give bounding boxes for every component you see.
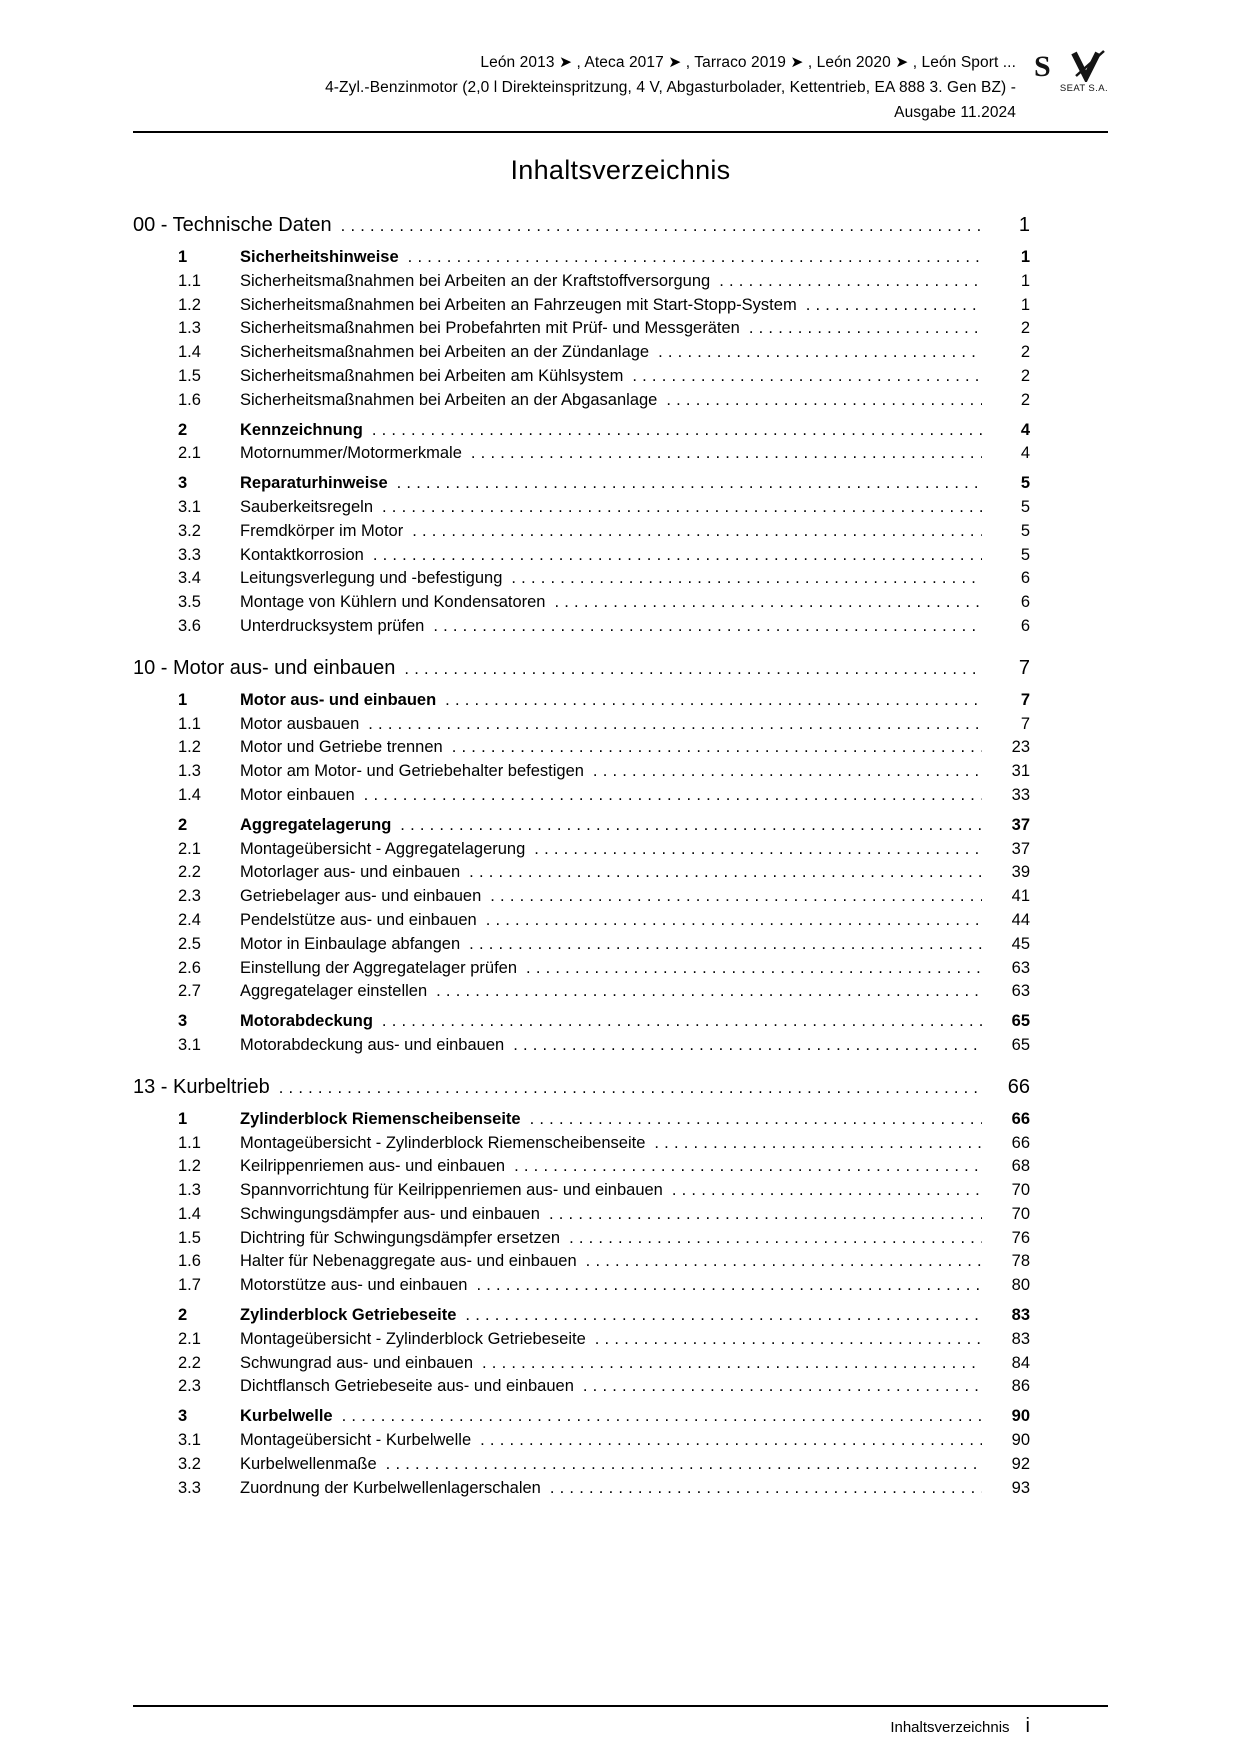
- toc-entry-title: Motor ausbauen: [240, 714, 360, 733]
- leader-dots: [719, 270, 982, 294]
- toc-entry-row[interactable]: [133, 861, 1030, 885]
- toc-entry-number: 1.6: [178, 1252, 201, 1271]
- toc-entry-page-number: 83: [1011, 1306, 1030, 1325]
- toc-entry-number: 1.3: [178, 319, 201, 338]
- toc-entry-page-number: 41: [1011, 887, 1030, 906]
- toc-entry-number: 2.1: [178, 839, 201, 858]
- toc-entry-row[interactable]: [133, 1108, 1030, 1132]
- toc-entry-row[interactable]: [133, 736, 1030, 760]
- toc-entry-number: 2: [178, 420, 188, 439]
- toc-entry-number: 2.6: [178, 958, 201, 977]
- toc-entry-page-number: 1: [1020, 271, 1030, 290]
- leader-dots: [511, 567, 982, 591]
- seat-s-icon: [1034, 50, 1051, 82]
- toc-entry-title: Aggregatelagerung: [240, 815, 392, 834]
- toc-entry-number: 1.1: [178, 1133, 201, 1152]
- toc-entry-number: 3.2: [178, 521, 201, 540]
- footer-page-number: i: [1025, 1715, 1030, 1737]
- toc-entry-page-number: 31: [1011, 762, 1030, 781]
- toc-entry-row[interactable]: [133, 689, 1030, 713]
- leader-dots: [554, 591, 982, 615]
- toc-entry-row[interactable]: [133, 838, 1030, 862]
- toc-entry-page-number: 2: [1020, 366, 1030, 385]
- toc-entry-page-number: 5: [1020, 521, 1030, 540]
- toc-chapter-row[interactable]: [133, 655, 1030, 683]
- leader-dots: [672, 1179, 982, 1203]
- toc-entry-number: 1: [178, 1109, 188, 1128]
- footer-section-label: Inhaltsverzeichnis: [890, 1719, 1010, 1736]
- toc-entry-number: 1: [178, 690, 188, 709]
- toc-entry-page-number: 76: [1011, 1228, 1030, 1247]
- toc-entry-number: 3.2: [178, 1454, 201, 1473]
- toc-entry-row[interactable]: [133, 591, 1030, 615]
- toc-entry-title: Sicherheitsmaßnahmen bei Arbeiten an Fahrzeugen mit Start-Stopp-System: [240, 295, 797, 314]
- toc-entry-row[interactable]: [133, 1304, 1030, 1328]
- toc-entry-row[interactable]: [133, 1203, 1030, 1227]
- toc-entry-page-number: 1: [1020, 295, 1030, 314]
- toc-entry-title: Montageübersicht - Zylinderblock Riemenscheibenseite: [240, 1133, 646, 1152]
- leader-dots: [469, 933, 982, 957]
- leader-dots: [806, 294, 982, 318]
- leader-dots: [550, 1477, 982, 1501]
- toc-entry-title: Reparaturhinweise: [240, 474, 388, 493]
- toc-entry-title: Leitungsverlegung und -befestigung: [240, 569, 503, 588]
- toc-entry-title: Kennzeichnung: [240, 420, 363, 439]
- toc-entry-row[interactable]: [133, 246, 1030, 270]
- toc-entry-title: Motor einbauen: [240, 785, 355, 804]
- toc-entry-title: Montageübersicht - Aggregatelagerung: [240, 839, 526, 858]
- toc-entry-title: Getriebelager aus- und einbauen: [240, 887, 482, 906]
- leader-dots: [486, 909, 982, 933]
- toc-entry-title: Motor und Getriebe trennen: [240, 738, 443, 757]
- toc-entry-page-number: 33: [1011, 785, 1030, 804]
- toc-entry-number: 2.1: [178, 1329, 201, 1348]
- toc-chapter-row[interactable]: [133, 212, 1030, 240]
- toc-entry-number: 1.2: [178, 738, 201, 757]
- toc-entry-number: 2.3: [178, 1377, 201, 1396]
- toc-entry-number: 2.3: [178, 887, 201, 906]
- toc-entry-page-number: 5: [1020, 497, 1030, 516]
- leader-dots: [279, 1075, 982, 1102]
- toc-entry-page-number: 2: [1020, 343, 1030, 362]
- leader-dots: [342, 1405, 982, 1429]
- toc-entry-title: Montageübersicht - Zylinderblock Getriebeseite: [240, 1329, 586, 1348]
- toc-entry-page-number: 65: [1011, 1012, 1030, 1031]
- toc-entry-title: Zylinderblock Getriebeseite: [240, 1306, 457, 1325]
- toc-entry-title: Schwungrad aus- und einbauen: [240, 1353, 474, 1372]
- toc-chapter-page-number: 66: [1007, 1075, 1030, 1098]
- toc-entry-number: 1.4: [178, 343, 201, 362]
- toc-entry-number: 1.1: [178, 714, 201, 733]
- toc-entry-number: 3.3: [178, 545, 201, 564]
- toc-entry-title: Schwingungsdämpfer aus- und einbauen: [240, 1204, 540, 1223]
- leader-dots: [658, 341, 982, 365]
- toc-entry-page-number: 5: [1020, 474, 1030, 493]
- toc-entry-row[interactable]: [133, 980, 1030, 1004]
- toc-entry-title: Kurbelwelle: [240, 1407, 333, 1426]
- page-header: [133, 0, 1108, 125]
- toc-entry-page-number: 4: [1020, 444, 1030, 463]
- toc-entry-page-number: 86: [1011, 1377, 1030, 1396]
- toc-entry-row[interactable]: [133, 1375, 1030, 1399]
- toc-entry-title: Kontaktkorrosion: [240, 545, 364, 564]
- toc-chapter: [133, 655, 1030, 1058]
- toc-entry-title: Sicherheitsmaßnahmen bei Arbeiten an der Abgasanlage: [240, 390, 658, 409]
- toc-entry-page-number: 44: [1011, 910, 1030, 929]
- toc-entry-title: Dichtflansch Getriebeseite aus- und einbauen: [240, 1377, 574, 1396]
- toc-entry-row[interactable]: [133, 1405, 1030, 1429]
- leader-dots: [569, 1227, 982, 1251]
- header-edition-line: Ausgabe 11.2024: [894, 104, 1016, 121]
- leader-dots: [408, 246, 982, 270]
- leader-dots: [593, 760, 982, 784]
- toc-entry-number: 1.7: [178, 1276, 201, 1295]
- toc-entry-page-number: 23: [1011, 738, 1030, 757]
- toc-chapter-label: 10 - Motor aus- und einbauen: [133, 656, 396, 679]
- toc-entry-row[interactable]: [133, 1352, 1030, 1376]
- toc-chapter-row[interactable]: [133, 1074, 1030, 1102]
- toc-entry-title: Unterdrucksystem prüfen: [240, 616, 425, 635]
- seat-logo: [1030, 50, 1108, 94]
- leader-dots: [514, 1155, 982, 1179]
- leader-dots: [465, 1304, 982, 1328]
- toc-entry-row[interactable]: [133, 1155, 1030, 1179]
- toc-entry-number: 2: [178, 815, 188, 834]
- toc-entry-page-number: 83: [1011, 1329, 1030, 1348]
- toc-entry-row[interactable]: [133, 760, 1030, 784]
- toc-entry-row[interactable]: [133, 1132, 1030, 1156]
- toc-entry-title: Montage von Kühlern und Kondensatoren: [240, 593, 546, 612]
- toc-entry-row[interactable]: [133, 365, 1030, 389]
- toc-entry-title: Motorlager aus- und einbauen: [240, 863, 461, 882]
- leader-dots: [666, 389, 982, 413]
- leader-dots: [476, 1274, 982, 1298]
- toc-entry-page-number: 90: [1011, 1431, 1030, 1450]
- toc-entry-row[interactable]: [133, 419, 1030, 443]
- toc-entry-number: 1.4: [178, 785, 201, 804]
- toc-entry-page-number: 1: [1020, 248, 1030, 266]
- table-of-contents: [133, 212, 1108, 1500]
- toc-entry-title: Spannvorrichtung für Keilrippenriemen aus- und einbauen: [240, 1181, 663, 1200]
- leader-dots: [386, 1453, 982, 1477]
- toc-entry-number: 3.5: [178, 593, 201, 612]
- leader-dots: [586, 1250, 982, 1274]
- toc-entry-row[interactable]: [133, 1179, 1030, 1203]
- toc-entry-number: 3.6: [178, 616, 201, 635]
- toc-entry-page-number: 6: [1020, 593, 1030, 612]
- toc-entry-row[interactable]: [133, 933, 1030, 957]
- seat-logo-caption: SEAT S.A.: [1059, 83, 1108, 94]
- toc-entry-row[interactable]: [133, 389, 1030, 413]
- leader-dots: [445, 689, 982, 713]
- toc-entry-row[interactable]: [133, 520, 1030, 544]
- toc-entry-row[interactable]: [133, 472, 1030, 496]
- leader-dots: [372, 419, 982, 443]
- toc-entry-row[interactable]: [133, 615, 1030, 639]
- header-engine-line: 4-Zyl.-Benzinmotor (2,0 l Direkteinspritzung, 4 V, Abgasturbolader, Kettentrieb, EA 888 3. Gen BZ) -: [325, 79, 1016, 96]
- toc-entry-row[interactable]: [133, 1477, 1030, 1501]
- toc-entry-page-number: 65: [1011, 1035, 1030, 1054]
- toc-entry-title: Motor aus- und einbauen: [240, 690, 437, 709]
- toc-chapter-label: 13 - Kurbeltrieb: [133, 1075, 270, 1098]
- toc-entry-row[interactable]: [133, 567, 1030, 591]
- toc-entry-row[interactable]: [133, 1453, 1030, 1477]
- toc-entry-number: 3.3: [178, 1478, 201, 1497]
- header-vehicle-line: León 2013 ➤ , Ateca 2017 ➤ , Tarraco 2019 ➤ , León 2020 ➤ , León Sport ...: [480, 54, 1016, 71]
- toc-entry-page-number: 2: [1020, 319, 1030, 338]
- leader-dots: [654, 1132, 982, 1156]
- leader-dots: [400, 814, 982, 838]
- leader-dots: [412, 520, 982, 544]
- leader-dots: [452, 736, 982, 760]
- toc-entry-page-number: 92: [1011, 1454, 1030, 1473]
- toc-entry-title: Motornummer/Motormerkmale: [240, 444, 462, 463]
- leader-dots: [595, 1328, 982, 1352]
- leader-dots: [480, 1429, 982, 1453]
- toc-entry-number: 1.5: [178, 366, 201, 385]
- toc-entry-title: Motorabdeckung aus- und einbauen: [240, 1035, 505, 1054]
- toc-entry-title: Motorabdeckung: [240, 1012, 373, 1031]
- toc-entry-title: Sicherheitsmaßnahmen bei Probefahrten mit Prüf- und Messgeräten: [240, 319, 740, 338]
- toc-chapter-page-number: 1: [1018, 214, 1030, 236]
- leader-dots: [341, 213, 982, 240]
- toc-entry-row[interactable]: [133, 294, 1030, 318]
- toc-entry-number: 2.4: [178, 910, 201, 929]
- toc-entry-page-number: 70: [1011, 1181, 1030, 1200]
- toc-entry-title: Montageübersicht - Kurbelwelle: [240, 1431, 472, 1450]
- toc-entry-page-number: 37: [1011, 839, 1030, 858]
- leader-dots: [482, 1352, 982, 1376]
- leader-dots: [373, 544, 982, 568]
- toc-entry-page-number: 63: [1011, 982, 1030, 1001]
- toc-entry-title: Einstellung der Aggregatelager prüfen: [240, 958, 518, 977]
- toc-entry-row[interactable]: [133, 957, 1030, 981]
- toc-entry-row[interactable]: [133, 1227, 1030, 1251]
- toc-entry-number: 2.2: [178, 863, 201, 882]
- toc-entry-page-number: 7: [1020, 690, 1030, 709]
- toc-entry-number: 1.2: [178, 1157, 201, 1176]
- leader-dots: [436, 980, 982, 1004]
- toc-entry-row[interactable]: [133, 1328, 1030, 1352]
- toc-entry-title: Sicherheitsmaßnahmen bei Arbeiten an der Kraftstoffversorgung: [240, 271, 711, 290]
- toc-entry-number: 1.3: [178, 1181, 201, 1200]
- toc-entry-title: Kurbelwellenmaße: [240, 1454, 377, 1473]
- toc-entry-row[interactable]: [133, 341, 1030, 365]
- leader-dots: [749, 317, 982, 341]
- toc-entry-title: Keilrippenriemen aus- und einbauen: [240, 1157, 506, 1176]
- toc-entry-number: 3: [178, 474, 188, 493]
- header-rule: [133, 131, 1108, 133]
- toc-entry-page-number: 70: [1011, 1204, 1030, 1223]
- toc-entry-page-number: 66: [1011, 1109, 1030, 1128]
- toc-entry-page-number: 5: [1020, 545, 1030, 564]
- toc-entry-page-number: 93: [1011, 1478, 1030, 1497]
- toc-entry-number: 2.7: [178, 982, 201, 1001]
- document-page: [133, 0, 1108, 1753]
- toc-entry-row[interactable]: [133, 317, 1030, 341]
- toc-entry-row[interactable]: [133, 885, 1030, 909]
- toc-entry-number: 3.4: [178, 569, 201, 588]
- toc-entry-row[interactable]: [133, 270, 1030, 294]
- toc-entry-number: 3.1: [178, 1431, 201, 1450]
- leader-dots: [397, 472, 982, 496]
- header-text: [133, 50, 1016, 125]
- leader-dots: [382, 1010, 982, 1034]
- leader-dots: [583, 1375, 982, 1399]
- toc-entry-title: Fremdkörper im Motor: [240, 521, 404, 540]
- page-title: Inhaltsverzeichnis: [510, 155, 731, 185]
- toc-entry-number: 2.5: [178, 934, 201, 953]
- leader-dots: [469, 861, 982, 885]
- toc-entry-number: 3: [178, 1407, 188, 1426]
- leader-dots: [404, 656, 982, 683]
- toc-entry-number: 1.5: [178, 1228, 201, 1247]
- toc-entry-number: 1.6: [178, 390, 201, 409]
- toc-chapter: [133, 1074, 1030, 1501]
- toc-entry-title: Motor am Motor- und Getriebehalter befestigen: [240, 762, 584, 781]
- toc-entry-title: Sicherheitsmaßnahmen bei Arbeiten an der Zündanlage: [240, 343, 650, 362]
- toc-entry-number: 2: [178, 1306, 188, 1325]
- toc-entry-title: Halter für Nebenaggregate aus- und einbauen: [240, 1252, 577, 1271]
- leader-dots: [526, 957, 982, 981]
- toc-entry-title: Dichtring für Schwingungsdämpfer ersetzen: [240, 1228, 561, 1247]
- toc-entry-number: 3: [178, 1012, 188, 1031]
- seat-arrow-icon: [1074, 51, 1104, 77]
- toc-entry-row[interactable]: [133, 814, 1030, 838]
- toc-entry-row[interactable]: [133, 713, 1030, 737]
- toc-entry-number: 3.1: [178, 497, 201, 516]
- toc-entry-row[interactable]: [133, 1010, 1030, 1034]
- toc-entry-number: 1.2: [178, 295, 201, 314]
- toc-chapter-label: 00 - Technische Daten: [133, 214, 332, 236]
- leader-dots: [490, 885, 982, 909]
- toc-entry-page-number: 2: [1020, 390, 1030, 409]
- toc-entry-page-number: 6: [1020, 569, 1030, 588]
- toc-entry-title: Zuordnung der Kurbelwellenlagerschalen: [240, 1478, 541, 1497]
- toc-entry-page-number: 66: [1011, 1133, 1030, 1152]
- toc-entry-page-number: 63: [1011, 958, 1030, 977]
- toc-entry-row[interactable]: [133, 544, 1030, 568]
- toc-entry-page-number: 90: [1011, 1407, 1030, 1426]
- leader-dots: [530, 1108, 982, 1132]
- leader-dots: [534, 838, 982, 862]
- toc-entry-title: Pendelstütze aus- und einbauen: [240, 910, 477, 929]
- toc-entry-row[interactable]: [133, 909, 1030, 933]
- leader-dots: [549, 1203, 982, 1227]
- toc-entry-title: Motorstütze aus- und einbauen: [240, 1276, 468, 1295]
- toc-entry-number: 1.1: [178, 271, 201, 290]
- toc-chapter-page-number: 7: [1018, 656, 1030, 679]
- toc-entry-title: Aggregatelager einstellen: [240, 982, 428, 1001]
- toc-entry-row[interactable]: [133, 1250, 1030, 1274]
- toc-entry-page-number: 39: [1011, 863, 1030, 882]
- toc-entry-number: 2.2: [178, 1353, 201, 1372]
- page-footer: [133, 1705, 1108, 1738]
- toc-entry-page-number: 7: [1020, 714, 1030, 733]
- toc-entry-title: Sicherheitshinweise: [240, 248, 399, 266]
- toc-entry-row[interactable]: [133, 496, 1030, 520]
- leader-dots: [632, 365, 982, 389]
- toc-entry-row[interactable]: [133, 784, 1030, 808]
- toc-entry-page-number: 6: [1020, 616, 1030, 635]
- toc-chapter: [133, 212, 1030, 639]
- toc-entry-title: Sicherheitsmaßnahmen bei Arbeiten am Kühlsystem: [240, 366, 624, 385]
- toc-entry-number: 1.4: [178, 1204, 201, 1223]
- toc-entry-page-number: 4: [1020, 420, 1030, 439]
- toc-entry-row[interactable]: [133, 1034, 1030, 1058]
- toc-entry-title: Zylinderblock Riemenscheibenseite: [240, 1109, 521, 1128]
- toc-entry-page-number: 84: [1011, 1353, 1030, 1372]
- svg-text:S: S: [1034, 50, 1051, 82]
- toc-entry-page-number: 68: [1011, 1157, 1030, 1176]
- leader-dots: [364, 784, 982, 808]
- leader-dots: [433, 615, 982, 639]
- toc-entry-row[interactable]: [133, 1429, 1030, 1453]
- leader-dots: [368, 713, 982, 737]
- toc-entry-number: 3.1: [178, 1035, 201, 1054]
- toc-entry-page-number: 78: [1011, 1252, 1030, 1271]
- leader-dots: [471, 442, 982, 466]
- toc-entry-number: 1.3: [178, 762, 201, 781]
- leader-dots: [513, 1034, 982, 1058]
- toc-entry-page-number: 37: [1011, 815, 1030, 834]
- toc-entry-number: 2.1: [178, 444, 201, 463]
- toc-entry-title: Sauberkeitsregeln: [240, 497, 373, 516]
- toc-entry-title: Motor in Einbaulage abfangen: [240, 934, 461, 953]
- toc-entry-row[interactable]: [133, 442, 1030, 466]
- toc-entry-page-number: 80: [1011, 1276, 1030, 1295]
- toc-entry-number: 1: [178, 248, 188, 266]
- toc-entry-row[interactable]: [133, 1274, 1030, 1298]
- leader-dots: [382, 496, 982, 520]
- seat-logo-icons: [1034, 50, 1108, 82]
- toc-entry-page-number: 45: [1011, 934, 1030, 953]
